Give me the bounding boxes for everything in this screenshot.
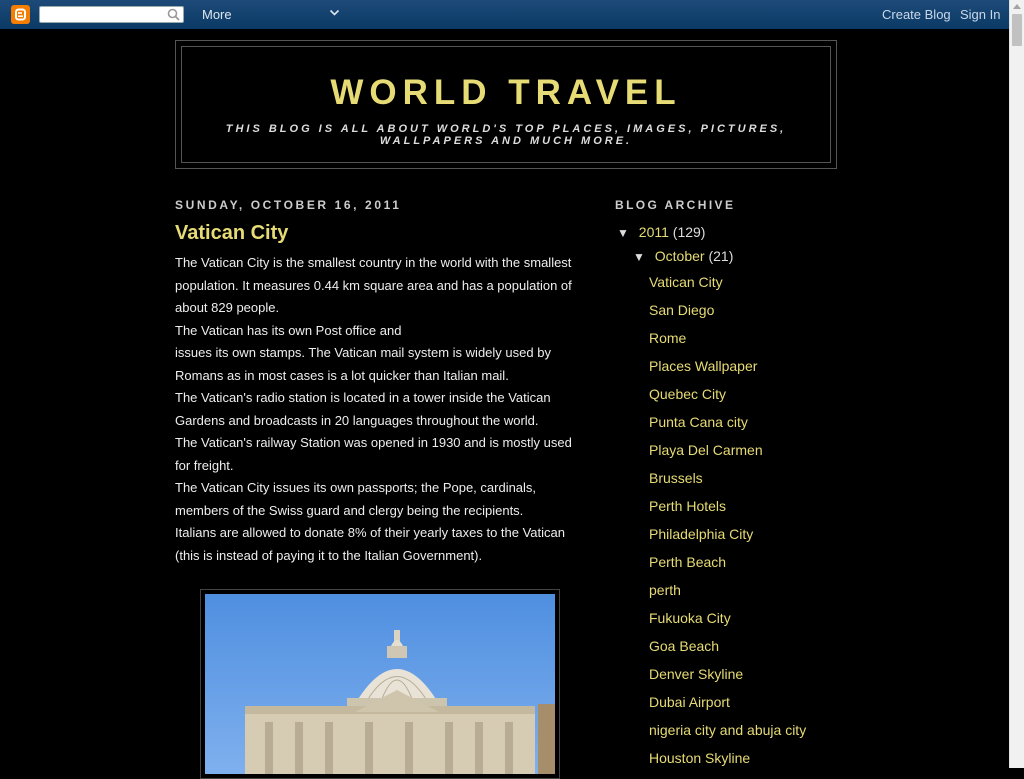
blog-title[interactable]: WORLD TRAVEL: [330, 73, 682, 112]
post-paragraph: The Vatican City issues its own passports; the Pope, cardinals, members of the Swiss guard and clergy being the recipients.: [175, 480, 537, 518]
blog-description: THIS BLOG IS ALL ABOUT WORLD'S TOP PLACES, IMAGES, PICTURES, WALLPAPERS AND MUCH MORE.: [225, 123, 787, 147]
archive-post-link[interactable]: Playa Del Carmen: [649, 442, 763, 458]
chevron-down-icon[interactable]: [329, 9, 340, 17]
post-date-header: SUNDAY, OCTOBER 16, 2011: [175, 198, 402, 212]
expand-toggle-icon[interactable]: ▼: [633, 250, 645, 264]
create-blog-link[interactable]: Create Blog: [882, 7, 951, 22]
archive-year-link[interactable]: 2011: [638, 224, 669, 240]
archive-post-link[interactable]: Houston Skyline: [649, 750, 751, 766]
post-paragraph: Italians are allowed to donate 8% of their yearly taxes to the Vatican (this is instead of paying it to the Italian Government).: [175, 525, 565, 563]
archive-post-link[interactable]: Goa Beach: [649, 638, 720, 654]
archive-month-row: [633, 248, 733, 264]
blog-archive-title: BLOG ARCHIVE: [615, 198, 736, 212]
page-scrollbar[interactable]: [1009, 0, 1024, 768]
post-image-vatican[interactable]: [200, 589, 560, 779]
search-icon[interactable]: [167, 8, 180, 21]
blog-header: [175, 40, 837, 169]
post-paragraph: issues its own stamps. The Vatican mail system is widely used by Romans as in most cases is a lot quicker than Italian mail.: [175, 345, 551, 383]
archive-post-link[interactable]: Fukuoka City: [649, 610, 731, 626]
archive-month-link[interactable]: October: [654, 248, 705, 264]
archive-post-link[interactable]: Perth Hotels: [649, 498, 727, 514]
archive-post-link[interactable]: Places Wallpaper: [649, 358, 758, 374]
post-paragraph: The Vatican City is the smallest country in the world with the smallest population. It measures 0.44 km square area and has a population of about 829 people.: [175, 255, 572, 315]
post-paragraph: The Vatican's railway Station was opened in 1930 and is mostly used for freight.: [175, 435, 572, 473]
post-paragraph: The Vatican has its own Post office and: [175, 322, 402, 338]
archive-post-link[interactable]: Perth Beach: [649, 554, 727, 570]
archive-post-link[interactable]: Punta Cana city: [649, 414, 748, 430]
post-paragraph: The Vatican's radio station is located in a tower inside the Vatican Gardens and broadcasts in 20 languages throughout the world.: [175, 390, 551, 428]
blog-header-inner: [181, 46, 831, 163]
post-body: [175, 252, 587, 567]
archive-post-link[interactable]: perth: [649, 582, 681, 598]
archive-post-link[interactable]: Dubai Airport: [649, 694, 730, 710]
top-navbar: [0, 0, 1009, 30]
navbar-search-box[interactable]: [39, 6, 184, 23]
post-title[interactable]: Vatican City: [175, 222, 289, 244]
archive-post-link[interactable]: Philadelphia City: [649, 526, 754, 542]
archive-year-count: (129): [672, 224, 706, 240]
archive-post-link[interactable]: San Diego: [649, 302, 715, 318]
archive-year-row: [617, 224, 705, 240]
archive-post-link[interactable]: Vatican City: [649, 274, 723, 290]
more-menu-label[interactable]: More: [202, 7, 232, 22]
blogger-logo-icon[interactable]: [11, 5, 30, 24]
expand-toggle-icon[interactable]: ▼: [617, 226, 629, 240]
archive-post-link[interactable]: Brussels: [649, 470, 703, 486]
archive-post-link[interactable]: Rome: [649, 330, 687, 346]
sign-in-link[interactable]: Sign In: [960, 7, 1001, 22]
scrollbar-thumb[interactable]: [1012, 14, 1022, 46]
archive-post-list: [649, 271, 806, 775]
scroll-up-arrow-icon[interactable]: [1013, 4, 1021, 9]
archive-post-link[interactable]: nigeria city and abuja city: [649, 722, 807, 738]
navbar-search-input[interactable]: [43, 11, 163, 24]
archive-post-link[interactable]: Quebec City: [649, 386, 727, 402]
archive-post-link[interactable]: Denver Skyline: [649, 666, 744, 682]
archive-month-count: (21): [708, 248, 734, 264]
